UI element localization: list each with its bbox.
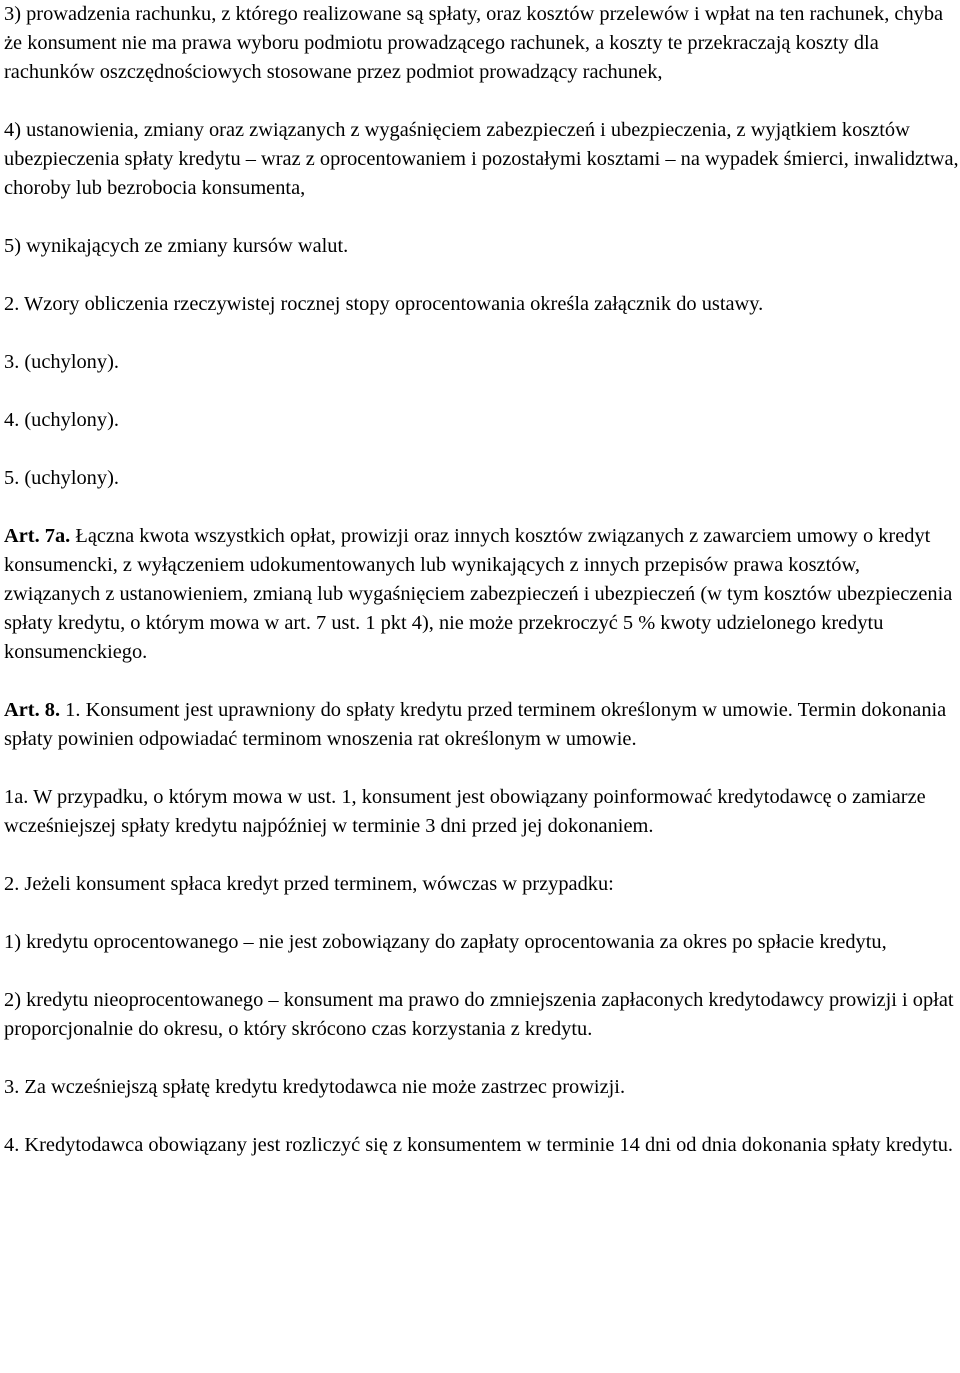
- paragraph-ust-2: 2. Wzory obliczenia rzeczywistej rocznej stopy oprocentowania określa załącznik do ustawy.: [4, 293, 764, 315]
- art-8-heading: Art. 8.: [4, 699, 61, 721]
- paragraph-item-4: 4) ustanowienia, zmiany oraz związanych z wygaśnięciem zabezpieczeń i ubezpieczenia, z wyjątkiem kosztów ubezpieczenia spłaty kredytu – wraz z oprocentowaniem i pozostałymi kosztami – na wypadek śmierci, inwalidztwa, choroby lub bezrobocia konsumenta,: [4, 119, 959, 199]
- paragraph-art-8-ust-2-pkt-1: 1) kredytu oprocentowanego – nie jest zobowiązany do zapłaty oprocentowania za okres po spłacie kredytu,: [4, 931, 887, 953]
- paragraph-ust-4: 4. (uchylony).: [4, 409, 119, 431]
- paragraph-art-8-ust-2-pkt-2: 2) kredytu nieoprocentowanego – konsument ma prawo do zmniejszenia zapłaconych kredytodawcy prowizji i opłat proporcjonalnie do okresu, o który skrócono czas korzystania z kredytu.: [4, 989, 954, 1040]
- paragraph-art-8-ust-1: [4, 696, 960, 754]
- art-7a-heading: Art. 7a.: [4, 525, 71, 547]
- document-page: [4, 0, 960, 1160]
- paragraph-art-8-ust-1a: 1a. W przypadku, o którym mowa w ust. 1, konsument jest obowiązany poinformować kredytodawcę o zamiarze wcześniejszej spłaty kredytu najpóźniej w terminie 3 dni przed jej dokonaniem.: [4, 786, 926, 837]
- paragraph-ust-5: 5. (uchylony).: [4, 467, 119, 489]
- art-7a-text: Łączna kwota wszystkich opłat, prowizji oraz innych kosztów związanych z zawarciem umowy o kredyt konsumencki, z wyłączeniem udokumentowanych lub wynikających z innych przepisów prawa kosztów, związanych z ustanowieniem, zmianą lub wygaśnięciem zabezpieczeń i ubezpieczeń (w tym kosztów ubezpieczenia spłaty kredytu, o którym mowa w art. 7 ust. 1 pkt 4), nie może przekroczyć 5 % kwoty udzielonego kredytu konsumenckiego.: [4, 525, 953, 663]
- paragraph-item-5: 5) wynikających ze zmiany kursów walut.: [4, 235, 349, 257]
- paragraph-art-8-ust-3: 3. Za wcześniejszą spłatę kredytu kredytodawca nie może zastrzec prowizji.: [4, 1076, 626, 1098]
- paragraph-art-8-ust-2: 2. Jeżeli konsument spłaca kredyt przed terminem, wówczas w przypadku:: [4, 873, 614, 895]
- paragraph-art-8-ust-4: 4. Kredytodawca obowiązany jest rozliczyć się z konsumentem w terminie 14 dni od dnia dokonania spłaty kredytu.: [4, 1134, 954, 1156]
- paragraph-item-3: 3) prowadzenia rachunku, z którego realizowane są spłaty, oraz kosztów przelewów i wpłat na ten rachunek, chyba że konsument nie ma prawa wyboru podmiotu prowadzącego rachunek, a koszty te przekraczają koszty dla rachunków oszczędnościowych stosowane przez podmiot prowadzący rachunek,: [4, 3, 944, 83]
- paragraph-ust-3: 3. (uchylony).: [4, 351, 119, 373]
- paragraph-art-7a: [4, 522, 960, 667]
- art-8-ust-1-text: 1. Konsument jest uprawniony do spłaty kredytu przed terminem określonym w umowie. Termin dokonania spłaty powinien odpowiadać terminom wnoszenia rat określonym w umowie.: [4, 699, 947, 750]
